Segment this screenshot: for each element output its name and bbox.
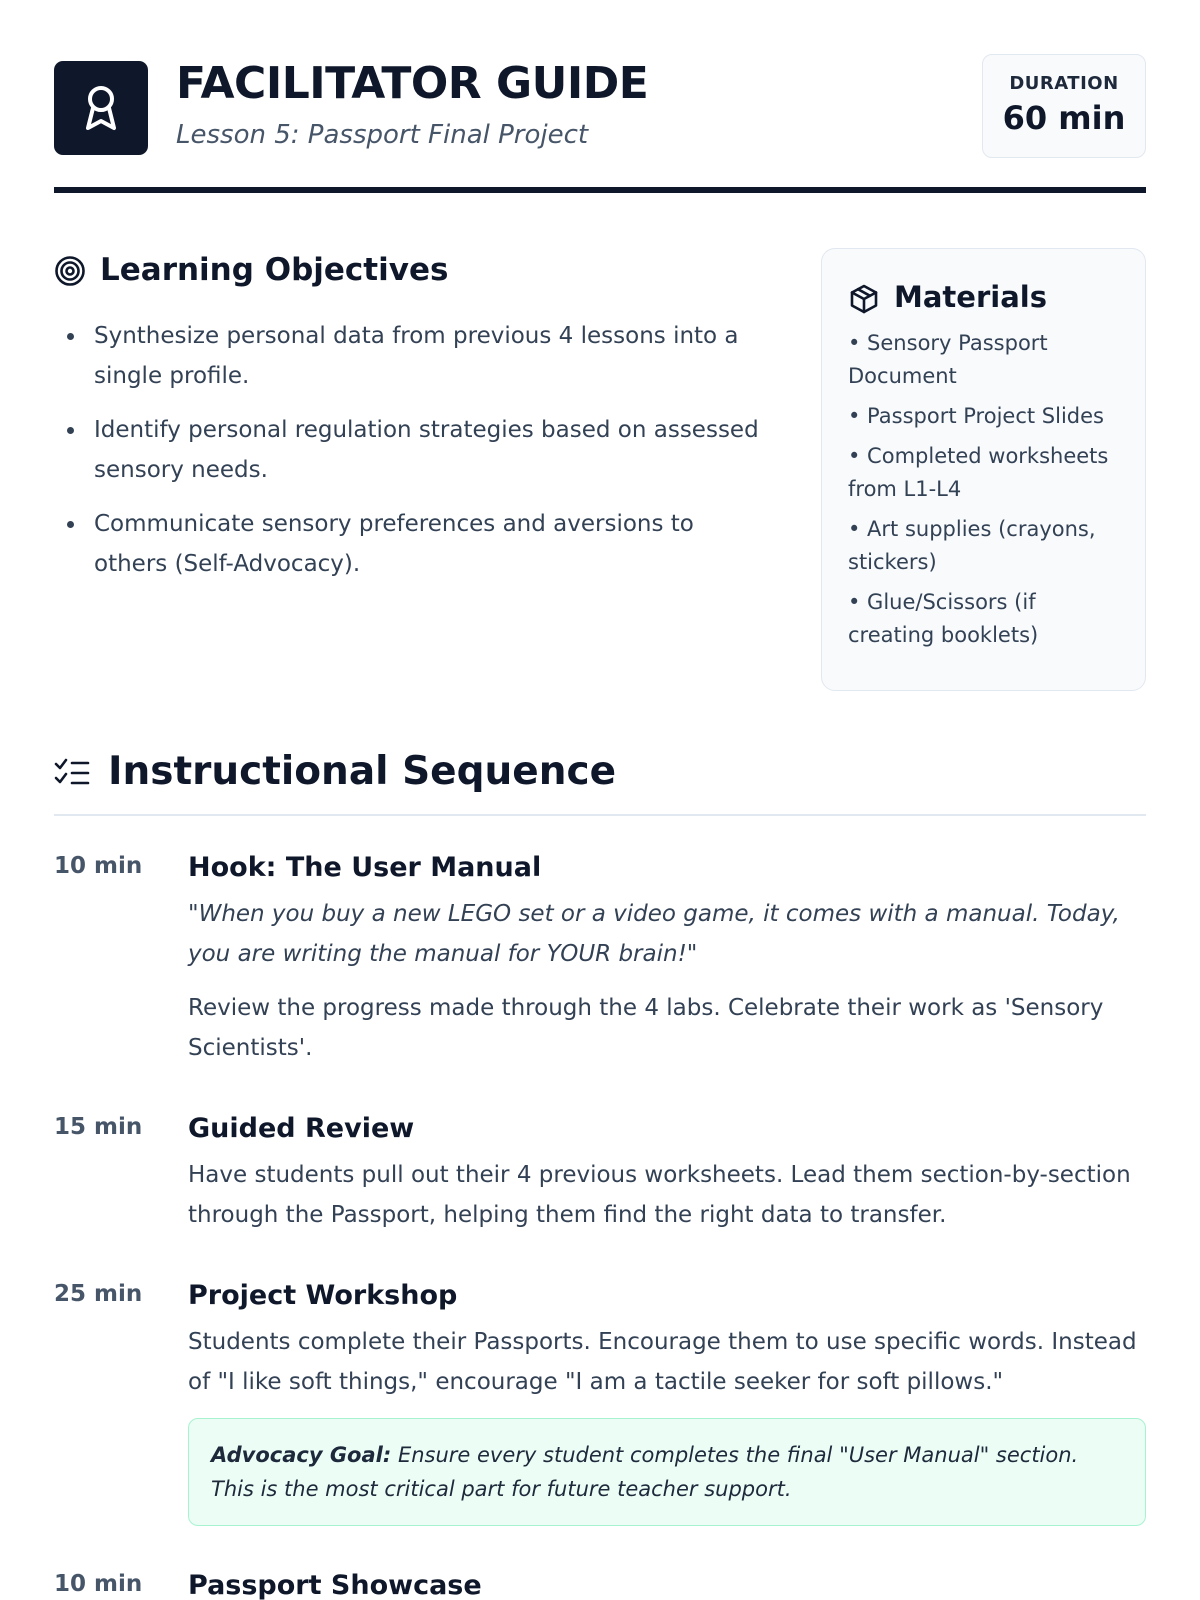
step-duration: 15 min [54, 1114, 143, 1140]
objectives-heading [54, 248, 774, 292]
step-title: Project Workshop [188, 1280, 458, 1311]
step-duration: 10 min [54, 853, 143, 879]
materials-panel [821, 248, 1146, 691]
checklist-icon [54, 757, 90, 793]
facilitator-guide-page [54, 0, 1146, 1600]
step-title: Guided Review [188, 1113, 415, 1144]
step-body [188, 850, 1146, 1068]
step-body [188, 1278, 1146, 1526]
material-item: • Sensory Passport Document [848, 331, 1048, 388]
objective-item: Identify personal regulation strategies based on assessed sensory needs. [54, 410, 774, 490]
guide-header [54, 54, 1146, 194]
step-description: Review the progress made through the 4 labs. Celebrate their work as 'Sensory Scientists'. [188, 995, 1104, 1061]
page-title: FACILITATOR GUIDE [176, 58, 649, 109]
objectives-list [54, 316, 774, 584]
callout-label: Advocacy Goal: [211, 1443, 392, 1467]
duration-value: 60 min [1002, 99, 1126, 137]
target-icon [54, 255, 86, 291]
step-description: Have students pull out their 4 previous worksheets. Lead them section-by-section through the Passport, helping them find the right data to transfer. [188, 1162, 1131, 1228]
award-ribbon-icon [54, 61, 148, 155]
material-item: • Glue/Scissors (if creating booklets) [848, 590, 1039, 647]
duration-badge [982, 54, 1146, 158]
step-body [188, 1568, 1146, 1600]
duration-label: DURATION [1009, 73, 1119, 94]
materials-heading [848, 277, 1119, 317]
sequence-heading-label: Instructional Sequence [108, 749, 617, 794]
material-item: • Passport Project Slides [848, 404, 1104, 428]
step-duration: 10 min [54, 1571, 143, 1597]
package-icon [848, 283, 880, 319]
objectives-heading-label: Learning Objectives [100, 252, 449, 288]
step-quote: "When you buy a new LEGO set or a video game, it comes with a manual. Today, you are writing the manual for YOUR brain!" [188, 901, 1120, 967]
learning-objectives-section [54, 248, 774, 598]
material-item: • Art supplies (crayons, stickers) [848, 517, 1096, 574]
lesson-subtitle: Lesson 5: Passport Final Project [176, 120, 589, 150]
objective-item: Communicate sensory preferences and aversions to others (Self-Advocacy). [54, 504, 774, 584]
materials-heading-label: Materials [894, 280, 1047, 314]
materials-list [848, 327, 1119, 652]
instructional-sequence-heading [54, 748, 1146, 816]
advocacy-goal-callout [188, 1418, 1146, 1526]
callout-text: Ensure every student completes the final "User Manual" section. This is the most critical part for future teacher support. [211, 1443, 1079, 1501]
objective-item: Synthesize personal data from previous 4 lessons into a single profile. [54, 316, 774, 396]
material-item: • Completed worksheets from L1-L4 [848, 444, 1109, 501]
header-divider [54, 187, 1146, 193]
step-description: Students complete their Passports. Encourage them to use specific words. Instead of "I like soft things," encourage "I am a tactile seeker for soft pillows." [188, 1329, 1137, 1395]
step-duration: 25 min [54, 1281, 143, 1307]
step-title: Hook: The User Manual [188, 852, 542, 883]
step-title: Passport Showcase [188, 1570, 482, 1600]
step-body [188, 1111, 1146, 1235]
